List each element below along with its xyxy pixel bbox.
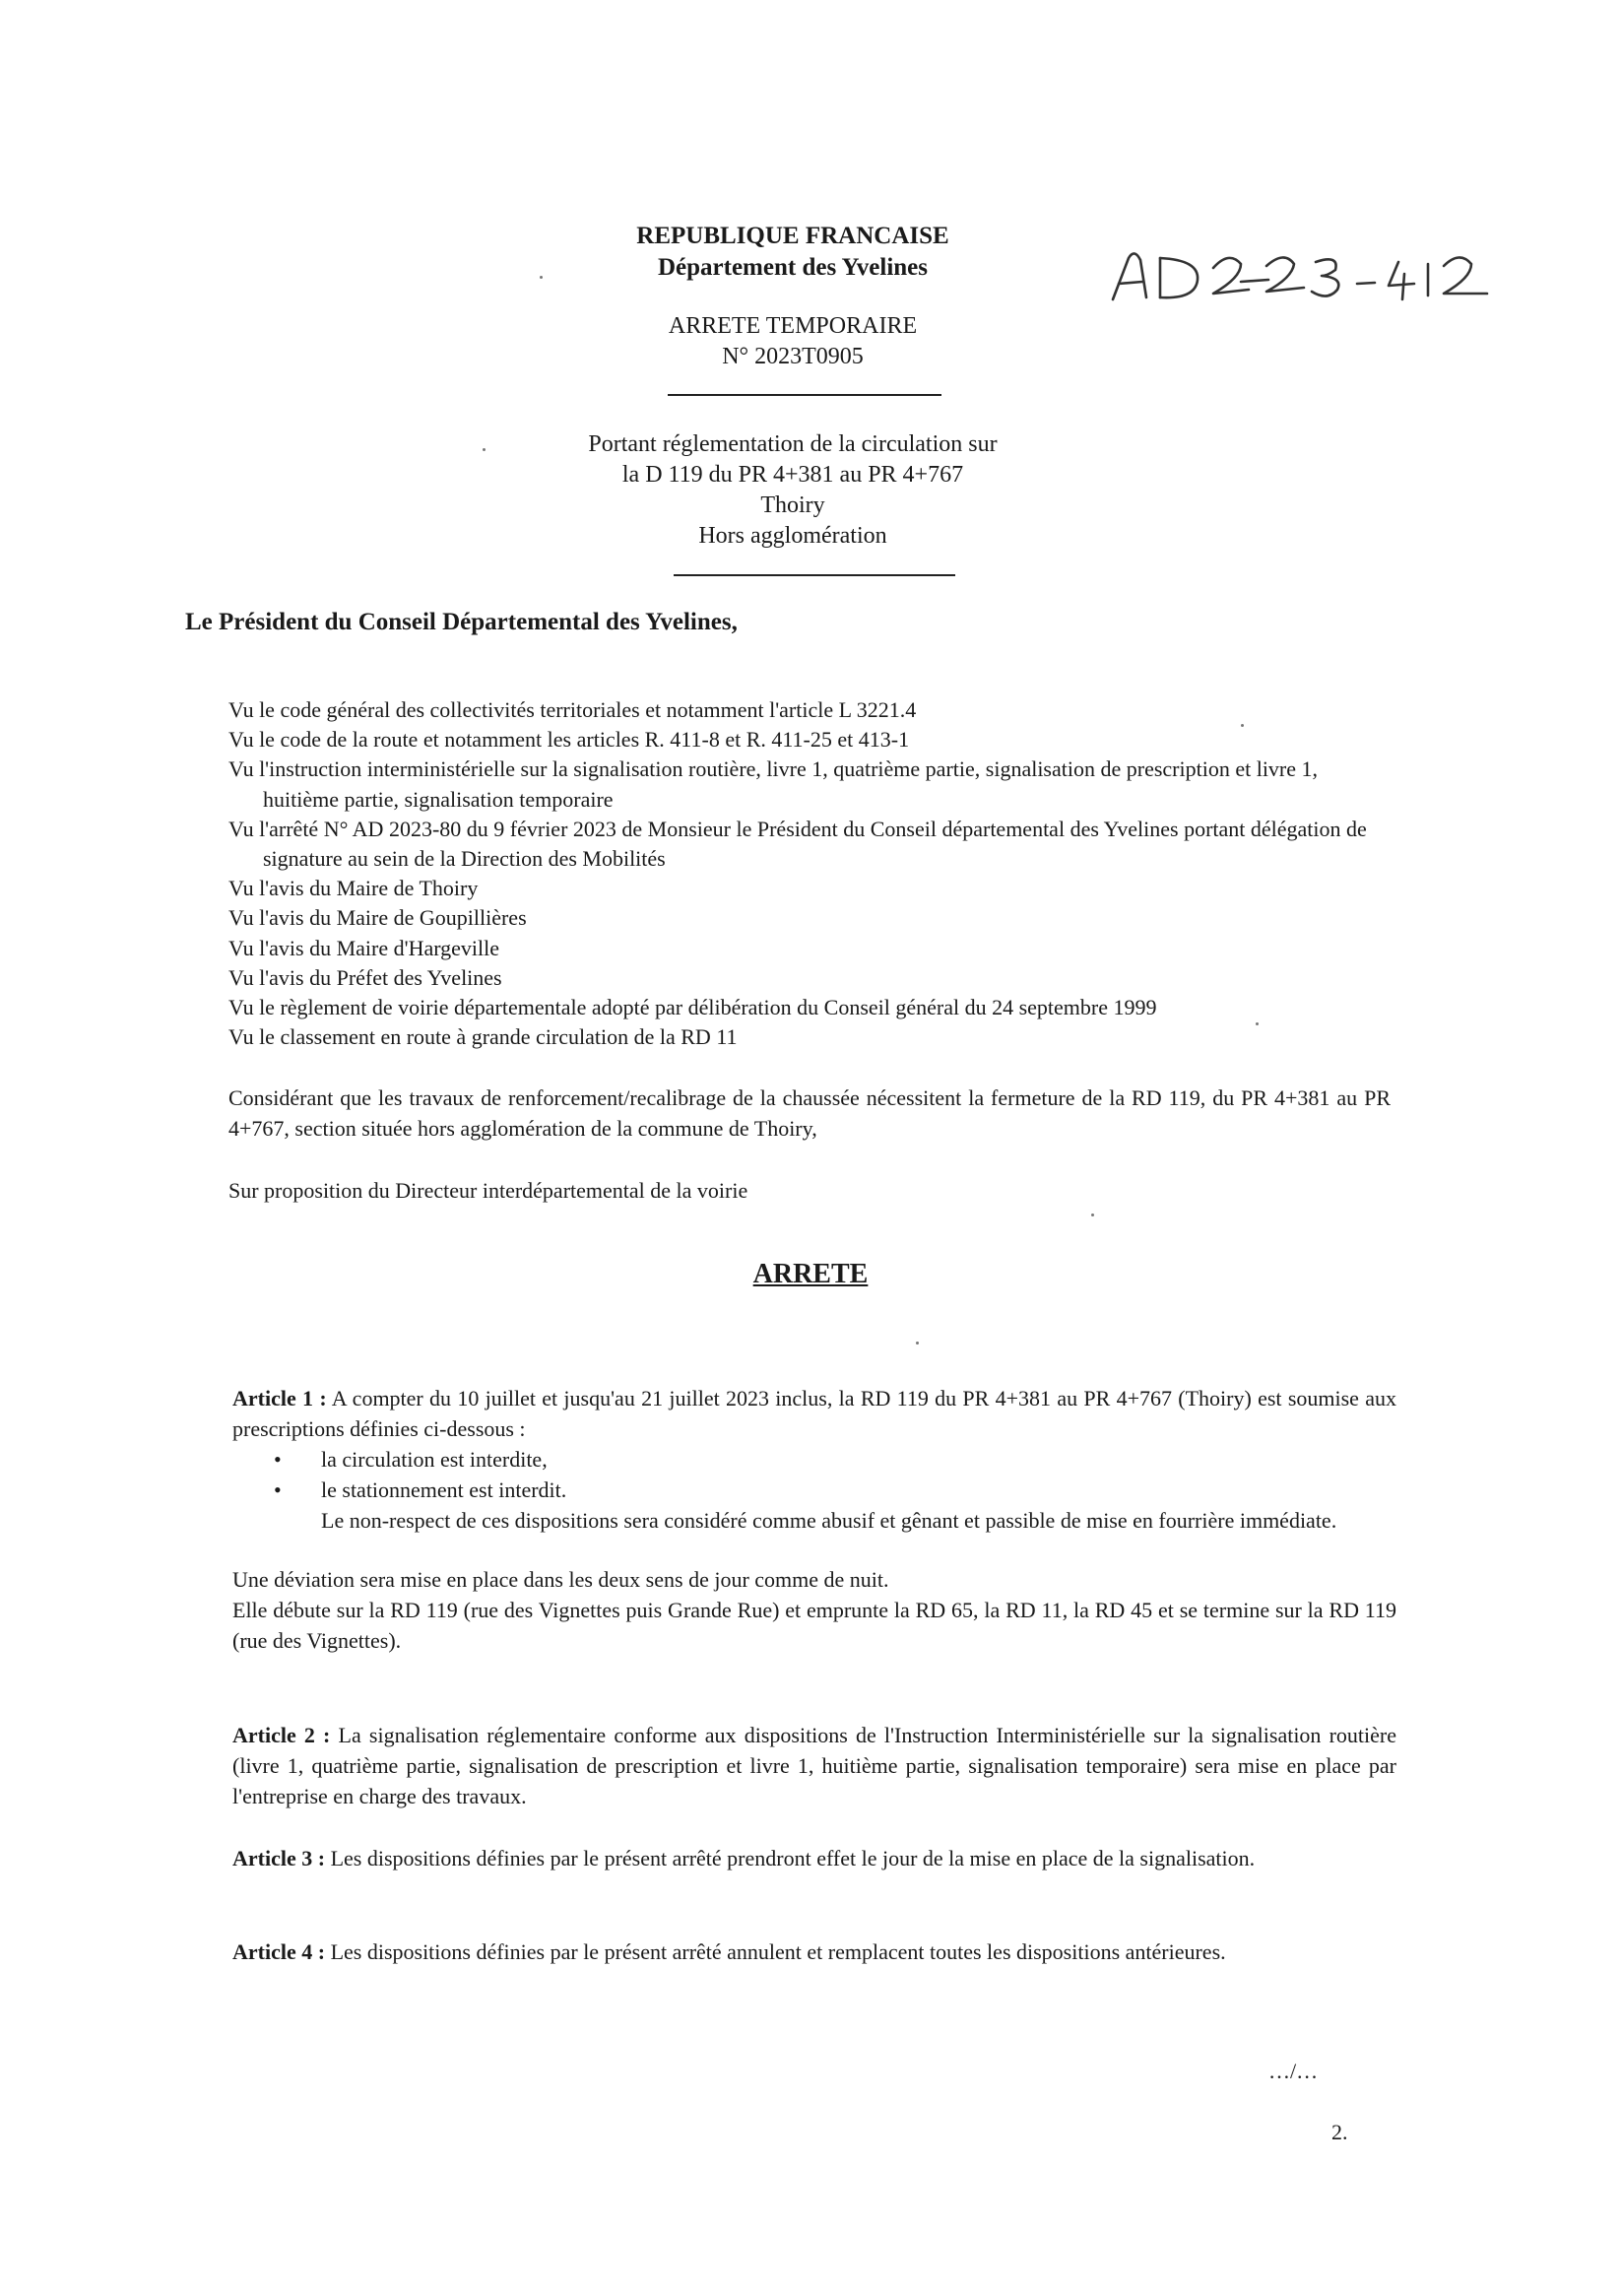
- article-2-label: Article 2 :: [232, 1723, 331, 1747]
- bullet-icon: •: [274, 1447, 282, 1472]
- visa-item: Vu l'avis du Maire de Goupillières: [228, 905, 527, 931]
- visa-item: Vu l'instruction interministérielle sur la signalisation routière, livre 1, quatrième partie, signalisation de prescription et livre 1, huitième partie, signalisation temporaire: [228, 756, 1319, 812]
- article-1-note: Le non-respect de ces dispositions sera considéré comme abusif et gênant et passible de mise en fourrière immédiate.: [321, 1508, 1337, 1533]
- considering-paragraph: Considérant que les travaux de renforcement/recalibrage de la chaussée nécessitent la fermeture de la RD 119, du PR 4+381 au PR 4+767, section située hors agglomération de la commune de Thoiry,: [228, 1085, 1391, 1141]
- article-3-label: Article 3 :: [232, 1846, 326, 1870]
- visa-item: Vu le code général des collectivités territoriales et notamment l'article L 3221.4: [228, 697, 917, 722]
- visa-item: Vu le règlement de voirie départementale adopté par délibération du Conseil général du 24 septembre 1999: [228, 995, 1157, 1020]
- article-1-label: Article 1 :: [232, 1386, 327, 1410]
- subject-line: Hors agglomération: [698, 523, 887, 549]
- handwritten-reference-drawing: [1103, 229, 1517, 317]
- article-4: [232, 1936, 1396, 1967]
- spacer: [232, 1536, 1396, 1564]
- authority: Le Président du Conseil Départemental des Yvelines,: [185, 609, 738, 635]
- subject-line: la D 119 du PR 4+381 au PR 4+767: [621, 462, 964, 488]
- article-3-text: Les dispositions définies par le présent arrêté prendront effet le jour de la mise en place de la signalisation.: [325, 1846, 1256, 1870]
- article-1-deviation: Une déviation sera mise en place dans les deux sens de jour comme de nuit.: [232, 1567, 889, 1592]
- bullet-text: la circulation est interdite,: [321, 1447, 548, 1472]
- article-1-deviation-route: Elle débute sur la RD 119 (rue des Vignettes puis Grande Rue) et emprunte la RD 65, la RD 11, la RD 45 et se termine sur la RD 119 (rue des Vignettes).: [232, 1598, 1396, 1653]
- bullet-item: [232, 1475, 1396, 1505]
- visa-item: Vu l'avis du Maire d'Hargeville: [228, 935, 500, 960]
- visa-item: Vu l'avis du Préfet des Yvelines: [228, 964, 502, 990]
- article-4-label: Article 4 :: [232, 1939, 326, 1964]
- act-number: N° 2023T0905: [722, 344, 864, 369]
- visa-item: Vu l'arrêté N° AD 2023-80 du 9 février 2023 de Monsieur le Président du Conseil départemental des Yvelines portant délégation de signature au sein de la Direction des Mobilités: [228, 816, 1367, 872]
- visa-item: Vu l'avis du Maire de Thoiry: [228, 876, 479, 901]
- bullet-item: [232, 1444, 1396, 1475]
- act-type: ARRETE TEMPORAIRE: [668, 313, 918, 339]
- act-heading: [551, 311, 1034, 372]
- article-1-intro: [232, 1383, 1396, 1444]
- proposal-paragraph: Sur proposition du Directeur interdépartemental de la voirie: [228, 1178, 748, 1203]
- article-2: [232, 1720, 1396, 1811]
- scan-speck: [1091, 1214, 1094, 1216]
- scan-speck: [540, 276, 543, 279]
- article-3: [232, 1843, 1396, 1873]
- article-1-bullets: [232, 1444, 1396, 1505]
- article-2-text: La signalisation réglementaire conforme aux dispositions de l'Instruction Interministérielle sur la signalisation routière (livre 1, quatrième partie, signalisation de prescription et livre 1, huitième partie, signalisation temporaire) sera mise en place par l'entreprise en charge des travaux.: [232, 1723, 1396, 1808]
- subject-line: Thoiry: [760, 492, 825, 518]
- handwritten-reference: [1103, 229, 1517, 317]
- article-1-text: A compter du 10 juillet et jusqu'au 21 juillet 2023 inclus, la RD 119 du PR 4+381 au PR 4+767 (Thoiry) est soumise aux prescriptions définies ci-dessous :: [232, 1386, 1396, 1441]
- article-4-text: Les dispositions définies par le présent arrêté annulent et remplacent toutes les dispositions antérieures.: [325, 1939, 1226, 1964]
- department-title: Département des Yvelines: [657, 254, 929, 281]
- continuation-mark: …/…: [1268, 2059, 1319, 2083]
- bullet-text: le stationnement est interdit.: [321, 1477, 567, 1502]
- visa-item: Vu le code de la route et notamment les articles R. 411-8 et R. 411-25 et 413-1: [228, 727, 910, 753]
- scan-speck: [483, 448, 486, 451]
- header: [551, 221, 1034, 284]
- visa-item: Vu le classement en route à grande circulation de la RD 11: [228, 1024, 738, 1050]
- decree-title: ARRETE: [752, 1259, 869, 1289]
- subject-line: Portant réglementation de la circulation sur: [588, 431, 998, 457]
- scan-speck: [916, 1342, 919, 1345]
- visas-list: [228, 695, 1391, 1052]
- bullet-icon: •: [274, 1477, 282, 1502]
- page-number: 2.: [1331, 2120, 1348, 2144]
- subject-divider: [674, 574, 955, 576]
- header-divider: [668, 394, 941, 396]
- article-1: [232, 1383, 1396, 1656]
- country-title: REPUBLIQUE FRANCAISE: [636, 223, 949, 249]
- subject: [551, 429, 1034, 552]
